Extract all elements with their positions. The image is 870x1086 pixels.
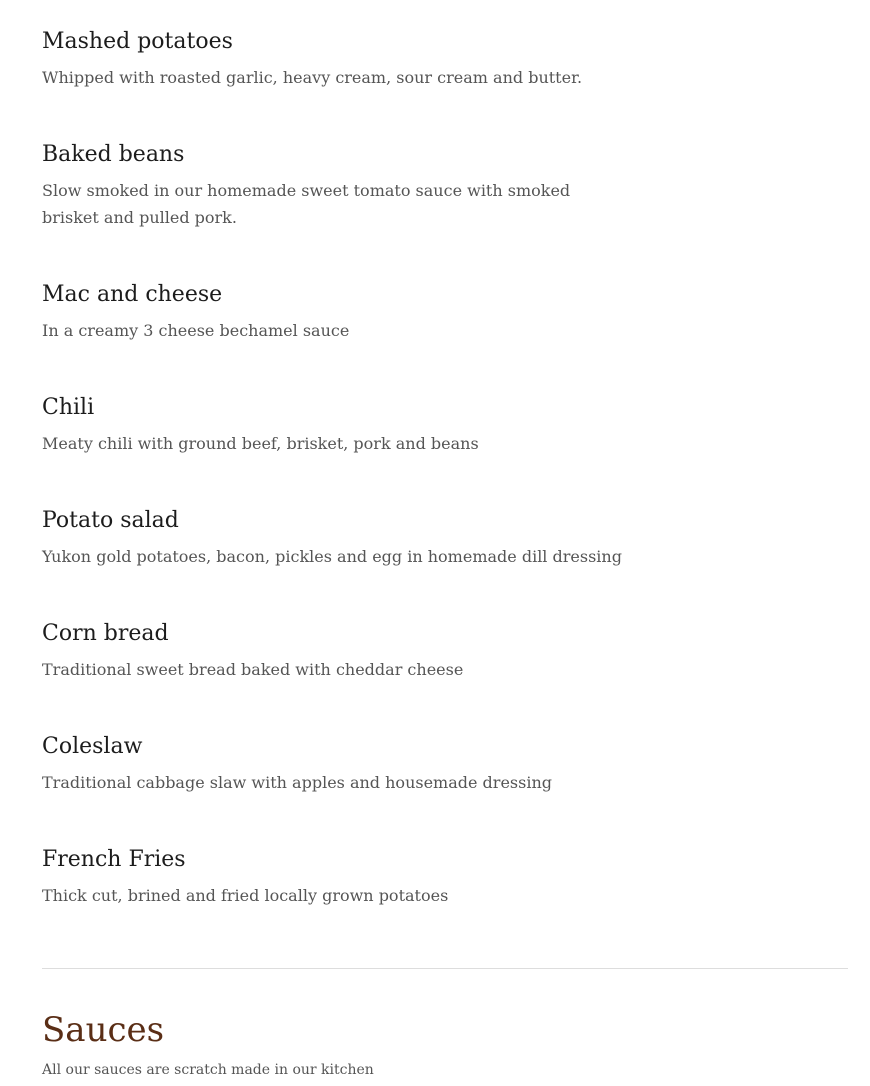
menu-item-title: Corn bread [42, 621, 169, 646]
menu-item-description: Traditional cabbage slaw with apples and housemade dressing [42, 773, 552, 792]
menu-item-title: Mashed potatoes [42, 29, 233, 54]
menu-item-description: Slow smoked in our homemade sweet tomato sauce with smoked brisket and pulled pork. [42, 181, 571, 227]
sauces-section-heading: Sauces [42, 1010, 165, 1050]
menu-item-title: Coleslaw [42, 734, 143, 759]
menu-item-description: Thick cut, brined and fried locally grown potatoes [42, 886, 449, 905]
menu-item-description: Meaty chili with ground beef, brisket, pork and beans [42, 434, 479, 453]
menu-item-coleslaw [42, 733, 642, 796]
menu-item-mashed-potatoes [42, 28, 642, 91]
menu-item-description: Yukon gold potatoes, bacon, pickles and egg in homemade dill dressing [42, 547, 622, 566]
menu-item-title: Chili [42, 395, 95, 420]
menu-item-chili [42, 394, 642, 457]
menu-item-title: Mac and cheese [42, 282, 223, 307]
menu-item-title: Baked beans [42, 142, 185, 167]
menu-item-title: French Fries [42, 847, 186, 872]
menu-item-french-fries [42, 846, 642, 909]
menu-item-corn-bread [42, 620, 642, 683]
section-divider [42, 968, 848, 969]
menu-item-description: In a creamy 3 cheese bechamel sauce [42, 321, 350, 340]
menu-item-title: Potato salad [42, 508, 179, 533]
menu-item-potato-salad [42, 507, 642, 570]
menu-item-baked-beans [42, 141, 642, 231]
menu-item-mac-and-cheese [42, 281, 642, 344]
menu-item-description: Traditional sweet bread baked with cheddar cheese [42, 660, 464, 679]
sauces-section-subtitle: All our sauces are scratch made in our kitchen [42, 1062, 374, 1078]
menu-item-description: Whipped with roasted garlic, heavy cream, sour cream and butter. [42, 68, 583, 87]
